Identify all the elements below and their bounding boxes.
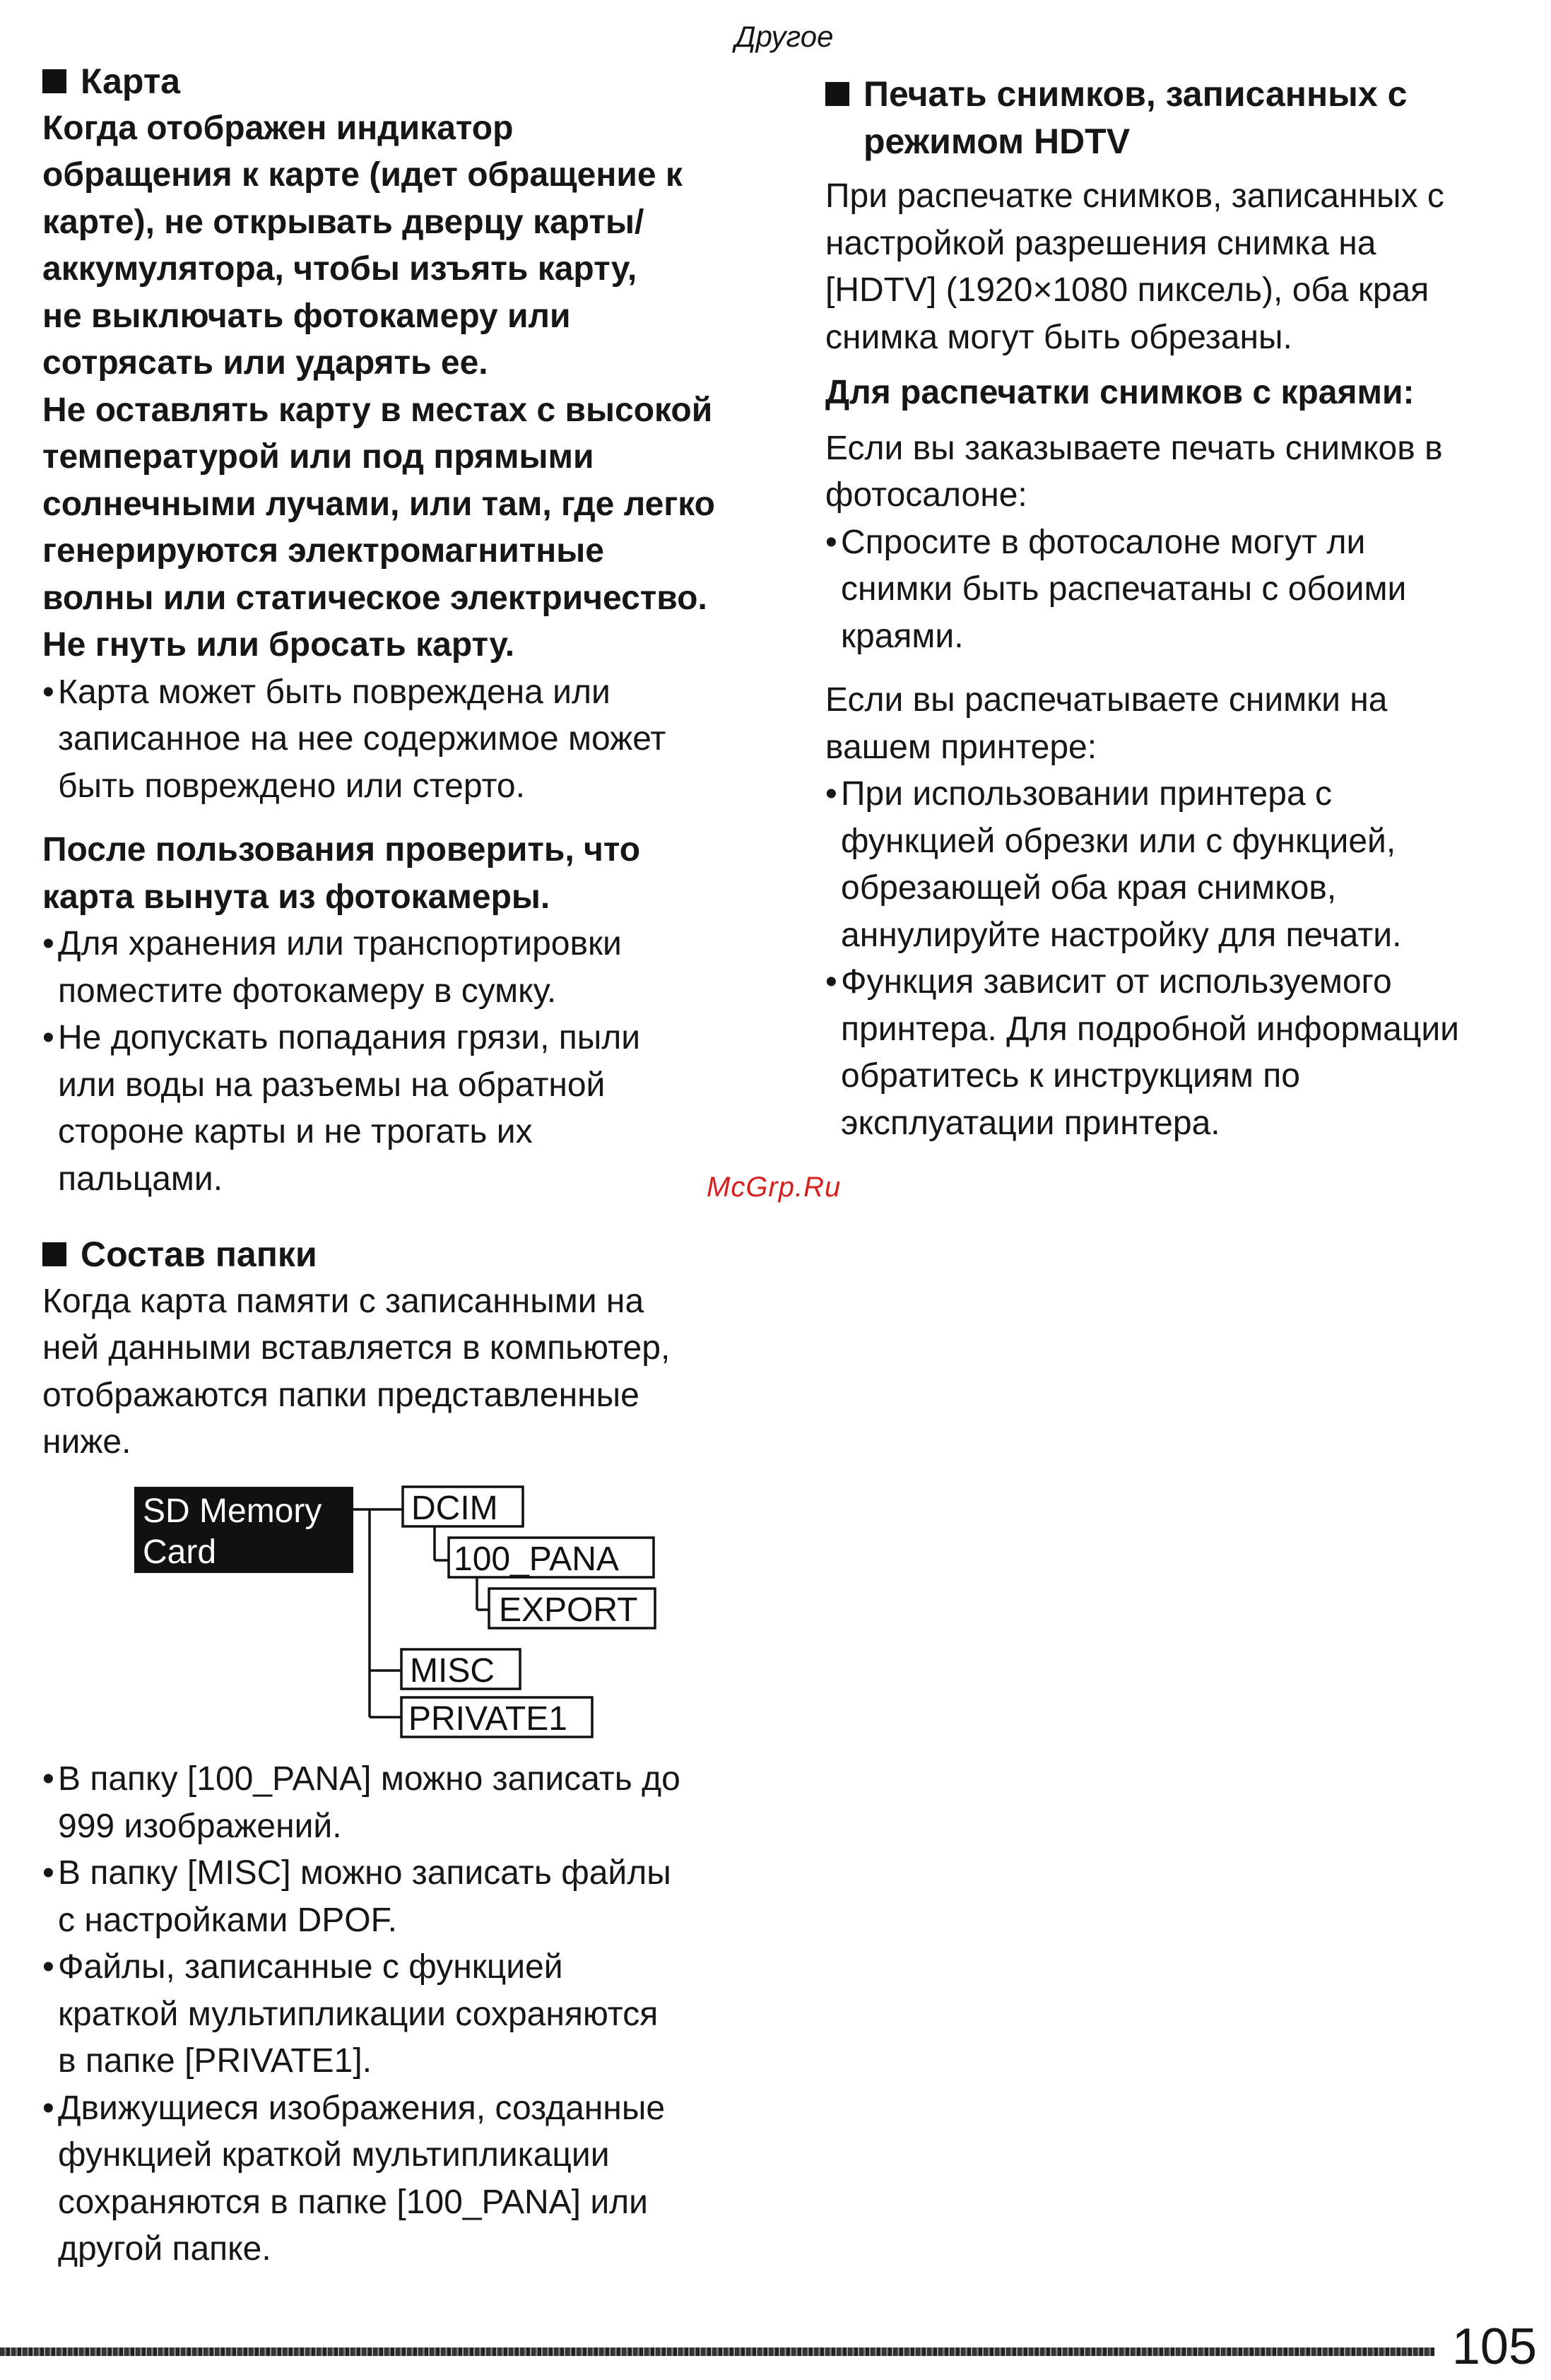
folder-private-label: PRIVATE1 (408, 1700, 567, 1738)
text-line: • В папку [MISC] можно записать файлы (58, 1854, 671, 1892)
watermark: McGrp.Ru (707, 1172, 842, 1203)
text-line: эксплуатации принтера. (841, 1104, 1220, 1142)
list-item (42, 669, 784, 811)
folder-pana-label: 100_PANA (454, 1540, 619, 1578)
text-line: При распечатке снимков, записанных с (825, 177, 1444, 215)
text-line: записанное на нее содержимое может (58, 720, 666, 758)
text-line: с настройками DPOF. (58, 1901, 397, 1939)
text-line: • Для хранения или транспортировки (58, 925, 622, 962)
printer-bullets (825, 771, 1546, 1147)
text-line: функцией краткой мультипликации (58, 2136, 610, 2174)
borders-subheading: Для распечатки снимков с краями: (825, 374, 1415, 411)
text-line: Печать снимков, записанных с (863, 74, 1408, 114)
text-line: карте), не открывать дверцу карты/ (42, 203, 644, 241)
square-bullet-icon (825, 82, 849, 106)
folder-misc-label: MISC (410, 1652, 495, 1690)
text-line: карта вынута из фотокамеры. (42, 878, 550, 916)
text-line: настройкой разрешения снимка на (825, 224, 1376, 262)
studio-intro (825, 425, 1546, 519)
folders-notes (42, 1756, 784, 2273)
text-line: другой папке. (58, 2230, 271, 2268)
square-bullet-icon (42, 69, 66, 93)
footer-bar (0, 2347, 1434, 2356)
card-heading-text: Карта (81, 61, 181, 101)
text-line: Если вы распечатываете снимки на (825, 681, 1388, 719)
text-line: • Спросите в фотосалоне могут ли (841, 523, 1366, 561)
text-line: • При использовании принтера с (841, 775, 1332, 813)
text-line: • Файлы, записанные с функцией (58, 1948, 563, 1986)
card-bullets (42, 669, 784, 811)
text-line: краями. (841, 617, 964, 655)
text-line: обратитесь к инструкциям по (841, 1057, 1300, 1095)
text-line: 999 изображений. (58, 1807, 342, 1845)
text-line: стороне карты и не трогать их (58, 1113, 533, 1150)
text-line: • Функция зависит от используемого (841, 963, 1392, 1001)
after-use-bullets (42, 921, 784, 1203)
list-item (825, 519, 1546, 661)
folder-tree-diagram (127, 1477, 692, 1760)
text-line: снимки быть распечатаны с обоими (841, 570, 1407, 608)
square-bullet-icon (42, 1242, 66, 1266)
left-column (42, 58, 784, 1466)
text-line: снимка могут быть обрезаны. (825, 318, 1292, 356)
text-line: в папке [PRIVATE1]. (58, 2042, 372, 2080)
text-line: После пользования проверить, что (42, 831, 641, 868)
text-line: • Не допускать попадания грязи, пыли (58, 1019, 641, 1056)
list-item (825, 959, 1546, 1147)
hdtv-heading (825, 71, 1546, 165)
text-line: краткой мультипликации сохраняются (58, 1995, 659, 2033)
text-line: пальцами. (58, 1160, 223, 1198)
text-line: поместите фотокамеру в сумку. (58, 972, 557, 1010)
text-line: сотрясать или ударять ее. (42, 344, 488, 382)
hdtv-heading-text (863, 71, 1407, 165)
list-item (42, 2085, 784, 2273)
card-warning (42, 105, 784, 669)
card-heading (42, 58, 784, 105)
text-line: не выключать фотокамеру или (42, 297, 571, 335)
list-item (42, 921, 784, 1015)
text-line: Не оставлять карту в местах с высокой (42, 391, 713, 429)
text-line: режимом HDTV (863, 121, 1131, 161)
folder-export-label: EXPORT (499, 1591, 638, 1629)
list-item (42, 1850, 784, 1944)
folders-intro (42, 1278, 784, 1466)
root-node-label-1: SD Memory (143, 1492, 322, 1530)
after-use-heading (42, 827, 784, 921)
folder-dcim-label: DCIM (411, 1490, 498, 1527)
text-line: волны или статическое электричество. (42, 579, 707, 617)
text-line: Если вы заказываете печать снимков в (825, 429, 1443, 467)
text-line: Когда отображен индикатор (42, 109, 514, 147)
text-line: принтера. Для подробной информации (841, 1010, 1459, 1048)
root-node-label-2: Card (143, 1533, 217, 1571)
printer-intro (825, 677, 1546, 771)
text-line: фотосалоне: (825, 476, 1027, 514)
text-line: аннулируйте настройку для печати. (841, 916, 1402, 954)
folders-heading (42, 1231, 784, 1278)
section-header: Другое (735, 20, 834, 53)
text-line: обращения к карте (идет обращение к (42, 156, 683, 194)
list-item (42, 1015, 784, 1203)
text-line: Не гнуть или бросать карту. (42, 626, 515, 664)
right-column (825, 71, 1546, 1147)
folders-heading-text: Состав папки (81, 1235, 317, 1274)
text-line: быть повреждено или стерто. (58, 767, 525, 805)
text-line: функцией обрезки или с функцией, (841, 822, 1396, 860)
text-line: • Движущиеся изображения, созданные (58, 2089, 666, 2127)
text-line: ней данными вставляется в компьютер, (42, 1329, 671, 1367)
list-item (825, 771, 1546, 959)
text-line: или воды на разъемы на обратной (58, 1066, 606, 1104)
list-item (42, 1756, 784, 1850)
text-line: отображаются папки представленные (42, 1376, 639, 1414)
text-line: аккумулятора, чтобы изъять карту, (42, 250, 637, 288)
studio-bullets (825, 519, 1546, 661)
text-line: обрезающей оба края снимков, (841, 869, 1337, 907)
text-line: Когда карта памяти с записанными на (42, 1282, 644, 1320)
folders-bullets (42, 1756, 784, 2273)
text-line: • В папку [100_PANA] можно записать до (58, 1760, 680, 1798)
text-line: генерируются электромагнитные (42, 532, 604, 570)
list-item (42, 1944, 784, 2085)
text-line: [HDTV] (1920×1080 пиксель), оба края (825, 271, 1429, 309)
text-line: солнечными лучами, или там, где легко (42, 485, 715, 523)
text-line: сохраняются в папке [100_PANA] или (58, 2183, 648, 2221)
text-line: вашем принтере: (825, 728, 1097, 766)
text-line: • Карта может быть повреждена или (58, 673, 611, 711)
hdtv-intro (825, 173, 1546, 361)
page-number: 105 (1451, 2319, 1537, 2375)
text-line: ниже. (42, 1423, 131, 1461)
text-line: температурой или под прямыми (42, 438, 594, 476)
